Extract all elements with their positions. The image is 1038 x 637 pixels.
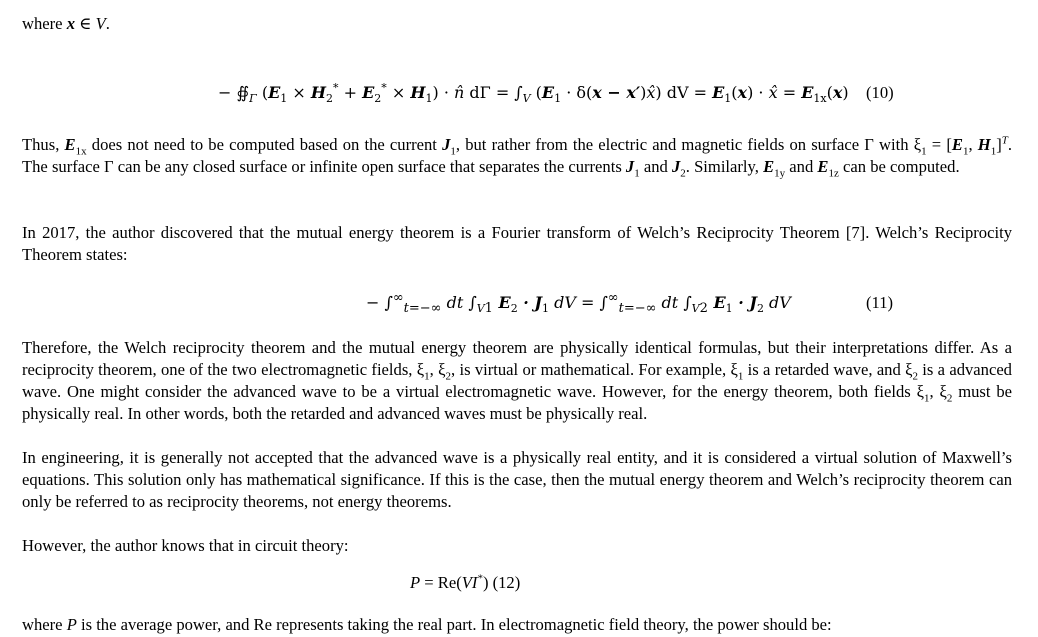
- text-fragment: where: [22, 615, 67, 634]
- var: E: [64, 135, 76, 154]
- eq-part: V: [691, 302, 700, 316]
- text-fragment: is a advanced wave. One might consider the advanced wave to be a virtual electromagnetic wave. However, for the energy theorem, both fields ξ: [22, 360, 1012, 401]
- eq-part: 2: [699, 301, 708, 317]
- equation-11: [366, 290, 791, 317]
- eq-part: ∞: [392, 290, 404, 306]
- eq-part: H: [310, 83, 326, 102]
- text-fragment: [: [946, 135, 952, 154]
- paragraph-2017: In 2017, the author discovered that the mutual energy theorem is a Fourier transform of Welch’s Reciprocity Theorem [7]. Welch’s Reciprocity Theorem states:: [22, 223, 1012, 264]
- text-fragment: is a retarded wave, and ξ: [743, 360, 913, 379]
- eq-part: t=−∞: [618, 301, 657, 317]
- text-fragment: Therefore, the Welch reciprocity theorem and the mutual energy theorem are physically identical formulas, but their interpretations differ. As a reciprocity theorem, one of the two electromagnetic fields, ξ: [22, 338, 1012, 379]
- text-fragment: =: [926, 135, 942, 154]
- equation-12: [410, 572, 520, 594]
- eq-part: (: [530, 83, 542, 102]
- var: E: [763, 157, 775, 176]
- paragraph-where-P: [22, 614, 1012, 636]
- text-fragment: , ξ: [929, 382, 947, 401]
- eq-part: E: [707, 293, 726, 312]
- paragraph-circuit: However, the author knows that in circuit theory:: [22, 536, 349, 555]
- eq-part: n̂: [453, 83, 465, 102]
- sub: 1z: [828, 167, 839, 180]
- eq-part: x: [737, 83, 748, 102]
- eq-part: V: [522, 92, 531, 106]
- eq-part: V: [476, 302, 485, 316]
- eq-part: E: [801, 83, 814, 102]
- eq-part: (: [256, 83, 269, 102]
- var-x: x: [66, 14, 75, 33]
- eq-part: ) ·: [747, 83, 769, 102]
- eq-part: E: [362, 83, 375, 102]
- text-fragment: . The surface Γ can be any closed surface or infinite open surface that separates the currents: [22, 135, 1012, 176]
- sup: T: [1001, 134, 1008, 147]
- var: E: [951, 135, 963, 154]
- sub: 1: [923, 392, 930, 405]
- eq-part: x − x′: [592, 83, 641, 102]
- text-fragment: Thus,: [22, 135, 65, 154]
- text-fragment: , ξ: [429, 360, 446, 379]
- eq-part: =: [777, 83, 802, 102]
- eq-part: ×: [287, 83, 311, 102]
- eq-part: · J: [517, 293, 542, 312]
- text-fragment: ,: [968, 135, 978, 154]
- eq-part: VI: [461, 573, 478, 592]
- eq-part: Γ: [249, 92, 257, 106]
- eq-part: x̂: [646, 83, 656, 102]
- paragraph-therefore: [22, 337, 1012, 425]
- paragraph-engineering: In engineering, it is generally not accepted that the advanced wave is a physically real entity, and it is considered a virtual solution of Maxwell’s equations. This solution only has mathematical significance. If this is the case, then the mutual energy theorem and Welch’s reciprocity theorem can only be referred to as reciprocity theorems, not energy theorems.: [22, 448, 1012, 511]
- eq-part: 2: [756, 302, 764, 316]
- sub: 2: [912, 370, 918, 383]
- sub: 1: [634, 167, 640, 180]
- equation-number-11: (11): [866, 293, 894, 312]
- eq-part: − ∯: [218, 83, 250, 102]
- eq-part: *: [477, 572, 483, 585]
- text-fragment: .: [105, 14, 110, 33]
- text-fragment: and: [785, 157, 818, 176]
- text-fragment: must be physically real. In other words, both the retarded and advanced waves must be physically real.: [22, 382, 1012, 423]
- eq-part: · J: [732, 293, 757, 312]
- text-fragment: does not need to be computed based on the current: [86, 135, 443, 154]
- eq-part: ): [842, 83, 849, 102]
- eq-part: dV: [763, 293, 791, 312]
- sub: 1: [921, 145, 927, 158]
- sub: 1: [962, 145, 969, 158]
- eq-part: E: [492, 293, 511, 312]
- eq-part: ) dV =: [655, 83, 713, 102]
- sub: 1y: [774, 167, 786, 180]
- eq-part: ∞: [607, 290, 619, 306]
- eq-part: dt ∫: [441, 293, 477, 312]
- eq-part: 1: [725, 302, 733, 316]
- eq-part: ×: [386, 83, 411, 102]
- var-V: V: [95, 14, 106, 33]
- var: J: [671, 157, 681, 176]
- var: H: [977, 135, 991, 154]
- equation-10: − $∯_\Gamma$ $(E_1 \times H_2^* + E_2^* \times H_1)$ · n̂ $d\Gamma = \int_V$ ($E_1 \cdot \delta(x$ − x′)x̂) dV = $E_1(x)$ · x̂ = $E_{1x}(x)$: [218, 81, 849, 106]
- eq-part: t=−∞: [403, 301, 442, 317]
- eq-part: ) (12): [482, 573, 521, 592]
- text-fragment: . Similarly,: [685, 157, 764, 176]
- eq-part: · δ(: [561, 83, 593, 102]
- eq-part: 1x: [813, 92, 827, 106]
- eq-part: ): [640, 83, 647, 102]
- eq-part: E: [541, 83, 555, 102]
- eq-part: (: [826, 83, 833, 102]
- eq-part: +: [338, 83, 363, 102]
- sub: 1: [450, 145, 456, 158]
- text-fragment: , is virtual or mathematical. For example, ξ: [451, 360, 738, 379]
- eq-part: 2: [510, 302, 518, 316]
- sub: 1: [737, 370, 744, 383]
- sub: 1x: [75, 145, 87, 158]
- eq-part: dΓ = ∫: [464, 83, 523, 102]
- intro-line: [22, 13, 1012, 35]
- eq-part: ) ·: [432, 83, 454, 102]
- eq-part: 1: [484, 301, 493, 317]
- paragraph-thus: [22, 134, 1012, 178]
- var: P: [66, 615, 77, 634]
- eq-part: E: [268, 83, 281, 102]
- equation-number-10: (10): [866, 83, 894, 102]
- var: J: [442, 135, 451, 154]
- var: E: [817, 157, 829, 176]
- sub: 1: [424, 370, 430, 383]
- eq-part: P: [410, 573, 421, 592]
- text-fragment: ∈: [74, 14, 96, 33]
- text-fragment: where: [22, 14, 67, 33]
- text-fragment: and: [639, 157, 672, 176]
- eq-part: = Re(: [420, 573, 462, 592]
- text-fragment: ]: [996, 135, 1002, 154]
- eq-part: E: [712, 83, 725, 102]
- eq-part: 1: [541, 302, 549, 316]
- eq-part: (: [731, 83, 738, 102]
- eq-part: H: [410, 83, 426, 102]
- eq-part: x: [832, 83, 843, 102]
- text-fragment: is the average power, and Re represents taking the real part. In electromagnetic field theory, the power should be:: [76, 615, 832, 634]
- eq-part: dV = ∫: [548, 293, 608, 312]
- eq-part: dt ∫: [656, 293, 692, 312]
- text-fragment: can be computed.: [838, 157, 960, 176]
- sub: 1: [990, 145, 997, 158]
- text-fragment: , but rather from the electric and magnetic fields on surface Γ with ξ: [455, 135, 922, 154]
- sub: 2: [445, 370, 452, 383]
- sub: 2: [946, 392, 953, 405]
- var: J: [625, 157, 635, 176]
- eq-part: − ∫: [366, 293, 393, 312]
- eq-part: x̂: [768, 83, 778, 102]
- sub: 2: [680, 167, 686, 180]
